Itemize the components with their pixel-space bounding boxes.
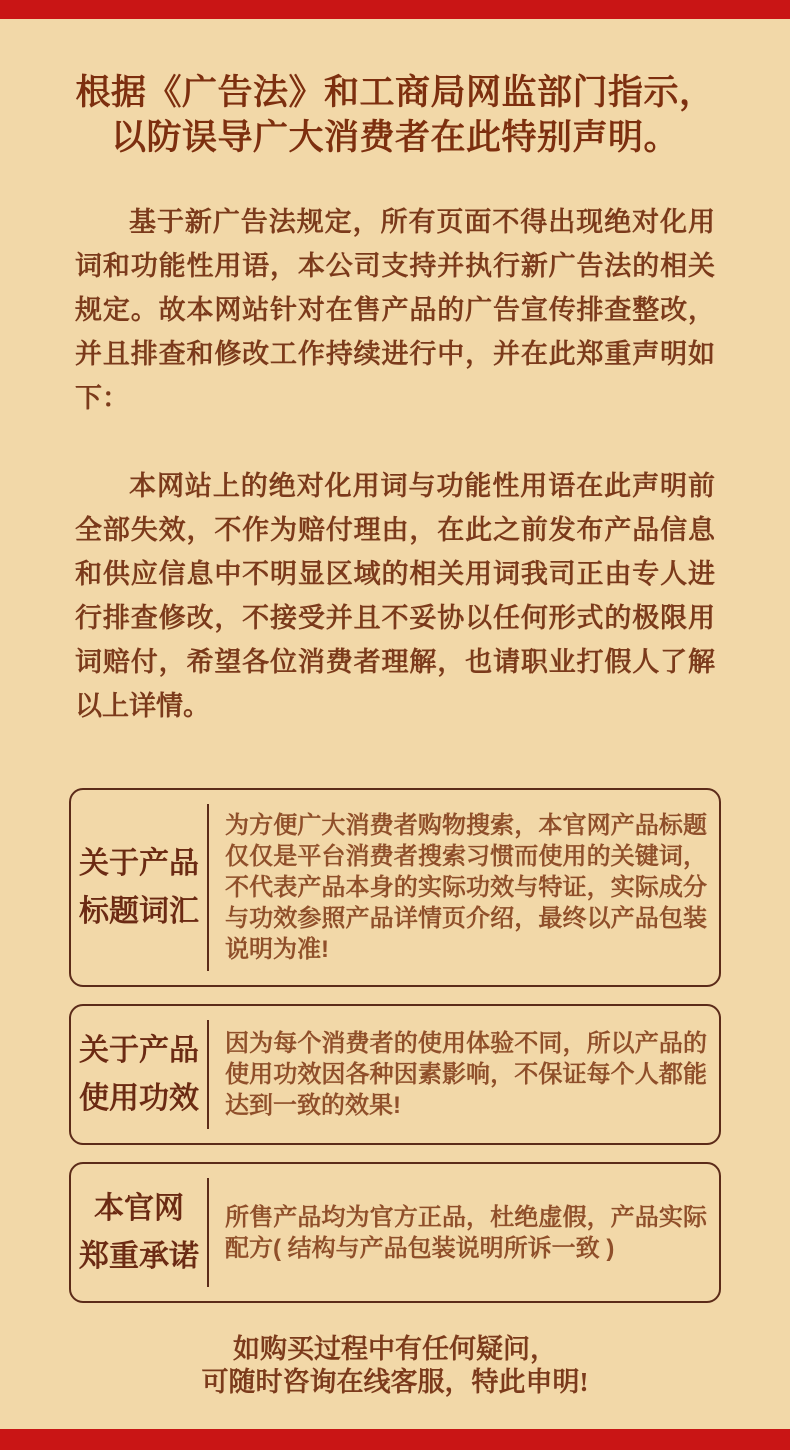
notice-box-official-promise bbox=[69, 1162, 721, 1303]
box-label-line-2: 使用功效 bbox=[79, 1081, 199, 1115]
title-line-2: 以防误导广大消费者在此特别声明。 bbox=[110, 118, 679, 157]
footer-note bbox=[0, 1333, 790, 1399]
box-label-line-2: 标题词汇 bbox=[79, 894, 199, 928]
box-description-product-effect: 因为每个消费者的使用体验不同，所以产品的使用功效因各种因素影响，不保证每个人都能达到一致的效果! bbox=[225, 1030, 707, 1119]
footer-line-2: 可随时咨询在线客服，特此申明! bbox=[201, 1367, 589, 1397]
title-line-1: 根据《广告法》和工商局网监部门指示， bbox=[75, 73, 715, 112]
footer-line-1: 如购买过程中有任何疑问， bbox=[233, 1334, 557, 1364]
box-label-line-1: 关于产品 bbox=[79, 846, 199, 880]
box-label-line-1: 关于产品 bbox=[79, 1033, 199, 1067]
box-label-line-2: 郑重承诺 bbox=[79, 1239, 199, 1273]
notice-box-product-effect bbox=[69, 1004, 721, 1145]
notice-boxes bbox=[69, 788, 721, 1303]
box-label-product-effect bbox=[71, 1027, 207, 1123]
top-red-bar bbox=[0, 0, 790, 19]
statement-paragraph-2: 本网站上的绝对化用词与功能性用语在此声明前全部失效，不作为赔付理由，在此之前发布产品信息和供应信息中不明显区域的相关用词我司正由专人进行排查修改，不接受并且不妥协以任何形式的极限用词赔付，希望各位消费者理解，也请职业打假人了解以上详情。 bbox=[75, 471, 715, 721]
box-description-official-promise: 所售产品均为官方正品，杜绝虚假，产品实际配方( 结构与产品包装说明所诉一致 ) bbox=[225, 1203, 707, 1262]
box-description-product-title: 为方便广大消费者购物搜索，本官网产品标题仅仅是平台消费者搜索习惯而使用的关键词，不代表产品本身的实际功效与特证，实际成分与功效参照产品详情页介绍，最终以产品包装说明为准! bbox=[225, 812, 707, 963]
statement-paragraph-1: 基于新广告法规定，所有页面不得出现绝对化用词和功能性用语，本公司支持并执行新广告法的相关规定。故本网站针对在售产品的广告宣传排查整改，并且排查和修改工作持续进行中，并在此郑重声明如下： bbox=[75, 207, 715, 413]
notice-box-product-title bbox=[69, 788, 721, 987]
box-label-official-promise bbox=[71, 1185, 207, 1281]
bottom-red-bar bbox=[0, 1429, 790, 1450]
page-title bbox=[0, 70, 790, 160]
box-label-product-title bbox=[71, 840, 207, 936]
box-label-line-1: 本官网 bbox=[94, 1191, 184, 1225]
